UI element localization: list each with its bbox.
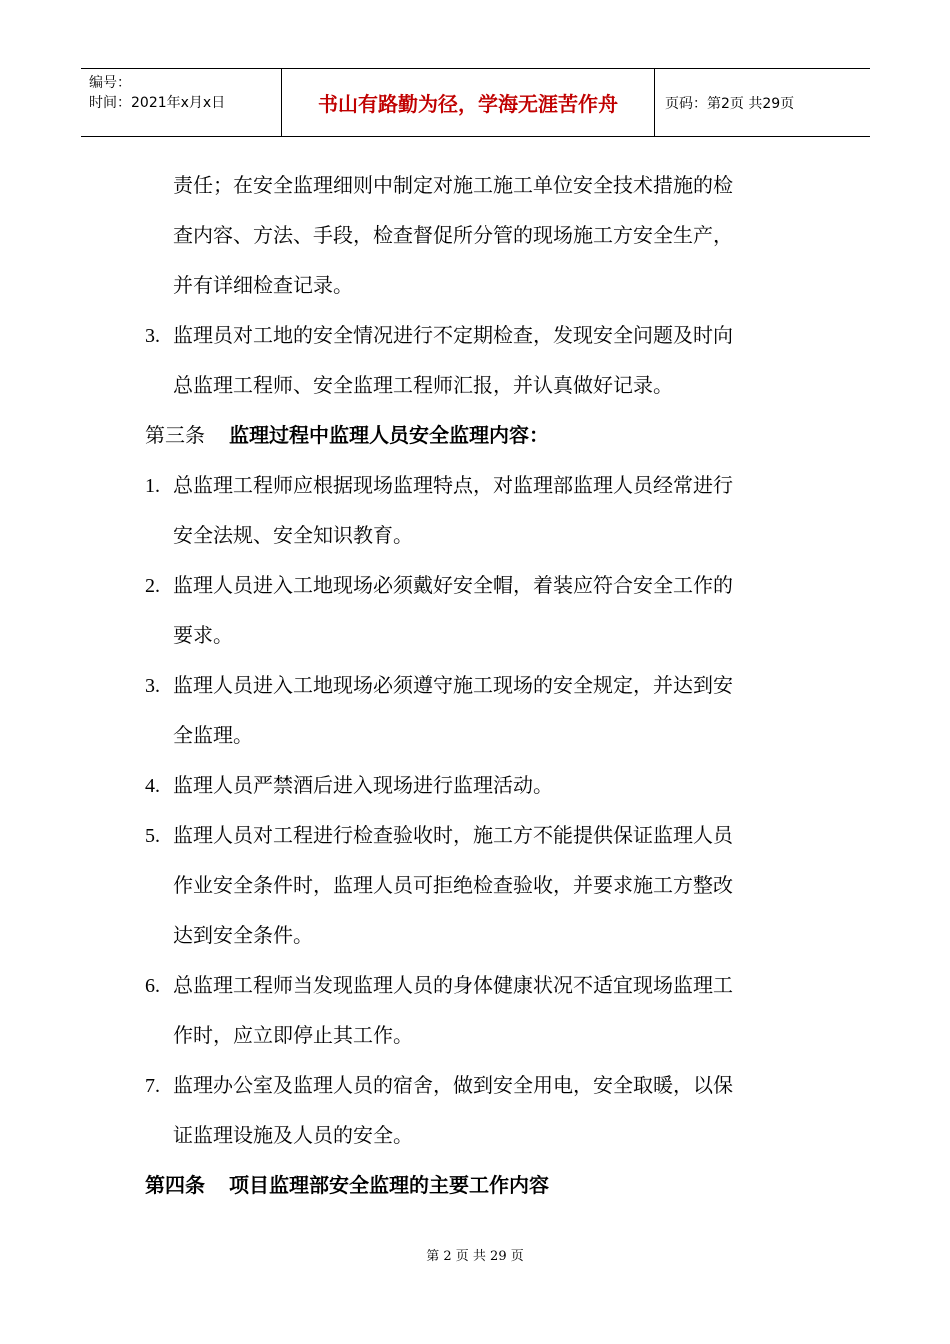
line-text: 责任；在安全监理细则中制定对施工施工单位安全技术措施的检	[173, 173, 733, 197]
header-motto: 书山有路勤为径，学海无涯苦作舟	[282, 69, 655, 136]
header-page-info: 页码：第2页 共29页	[665, 95, 795, 112]
page-header	[81, 68, 870, 137]
list-item-text: 总监理工程师当发现监理人员的身体健康状况不适宜现场监理工	[173, 973, 733, 997]
paragraph-line	[145, 210, 810, 260]
list-item-text: 监理人员进入工地现场必须戴好安全帽，着装应符合安全工作的	[173, 573, 733, 597]
list-item-number: 5.	[145, 825, 160, 847]
list-item-number: 4.	[145, 775, 160, 797]
section-heading	[145, 410, 810, 460]
paragraph-line	[145, 360, 810, 410]
list-item	[145, 460, 810, 510]
line-text: 要求。	[173, 623, 233, 647]
line-text: 并有详细检查记录。	[173, 273, 353, 297]
list-item	[145, 310, 810, 360]
paragraph-line	[145, 510, 810, 560]
line-text: 作业安全条件时，监理人员可拒绝检查验收，并要求施工方整改	[173, 873, 733, 897]
paragraph-line	[145, 860, 810, 910]
line-text: 证监理设施及人员的安全。	[173, 1123, 413, 1147]
list-item-text: 监理人员严禁酒后进入现场进行监理活动。	[173, 773, 553, 797]
list-item-text: 监理办公室及监理人员的宿舍，做到安全用电，安全取暖，以保	[173, 1073, 733, 1097]
list-item-number: 6.	[145, 975, 160, 997]
paragraph-line	[145, 1010, 810, 1060]
list-item-number: 7.	[145, 1075, 160, 1097]
section-heading-label: 第三条	[145, 423, 205, 447]
paragraph-line	[145, 1110, 810, 1160]
list-item	[145, 560, 810, 610]
header-time-label: 时间：2021年x月x日	[89, 95, 226, 111]
line-text: 全监理。	[173, 723, 253, 747]
paragraph-line	[145, 160, 810, 210]
list-item	[145, 960, 810, 1010]
paragraph-line	[145, 910, 810, 960]
list-item	[145, 660, 810, 710]
line-text: 查内容、方法、手段，检查督促所分管的现场施工方安全生产，	[173, 223, 733, 247]
list-item	[145, 1060, 810, 1110]
list-item-number: 1.	[145, 475, 160, 497]
list-item-number: 3.	[145, 325, 160, 347]
line-text: 达到安全条件。	[173, 923, 313, 947]
list-item-text: 监理人员进入工地现场必须遵守施工现场的安全规定，并达到安	[173, 673, 733, 697]
list-item	[145, 760, 810, 810]
list-item-number: 2.	[145, 575, 160, 597]
line-text: 安全法规、安全知识教育。	[173, 523, 413, 547]
header-meta	[81, 69, 282, 136]
section-heading-title: 项目监理部安全监理的主要工作内容	[229, 1173, 549, 1197]
section-heading-label: 第四条	[145, 1173, 205, 1197]
page-footer: 第 2 页 共 29 页	[426, 1249, 524, 1264]
section-heading-title: 监理过程中监理人员安全监理内容：	[229, 423, 549, 447]
list-item-text: 监理人员对工程进行检查验收时，施工方不能提供保证监理人员	[173, 823, 733, 847]
list-item	[145, 810, 810, 860]
list-item-text: 监理员对工地的安全情况进行不定期检查，发现安全问题及时向	[173, 323, 733, 347]
header-number-label: 编号：	[89, 75, 131, 91]
line-text: 总监理工程师、安全监理工程师汇报，并认真做好记录。	[173, 373, 673, 397]
line-text: 作时，应立即停止其工作。	[173, 1023, 413, 1047]
paragraph-line	[145, 260, 810, 310]
section-heading	[145, 1160, 810, 1210]
document-body	[145, 160, 810, 1210]
paragraph-line	[145, 610, 810, 660]
paragraph-line	[145, 710, 810, 760]
list-item-number: 3.	[145, 675, 160, 697]
list-item-text: 总监理工程师应根据现场监理特点，对监理部监理人员经常进行	[173, 473, 733, 497]
